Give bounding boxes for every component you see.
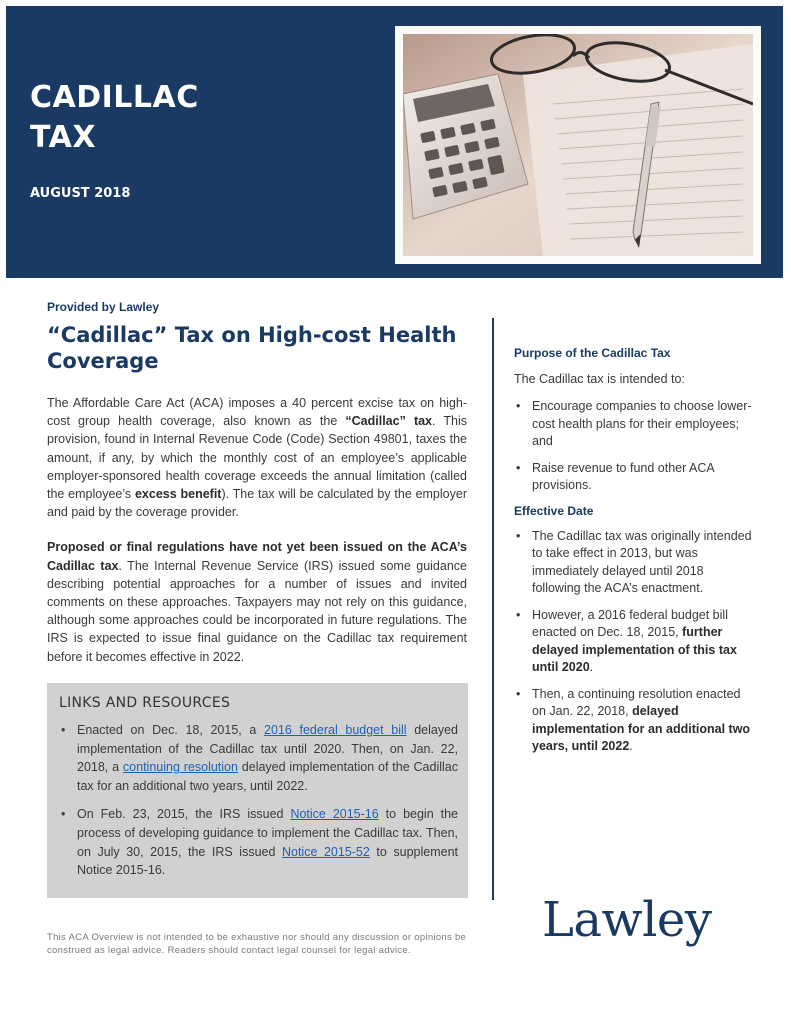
banner-title-line2: TAX bbox=[30, 120, 96, 155]
purpose-heading: Purpose of the Cadillac Tax bbox=[514, 346, 671, 360]
notice-2015-52-link[interactable]: Notice 2015-52 bbox=[281, 844, 370, 859]
effective3-text-2: . bbox=[629, 739, 633, 753]
links-item2-text-2: to begin the process of developing guidance to implement the Cadillac tax. Then, on July 30, 2015, the IRS issued bbox=[77, 807, 458, 859]
links-item1-text-1: Enacted on Dec. 18, 2015, a bbox=[77, 723, 265, 737]
list-item: • Encourage companies to choose lower-cost health plans for their employees; and bbox=[514, 398, 754, 451]
effective3-bold: delayed implementation for an additional two years, until 2022 bbox=[532, 704, 751, 753]
page-title: “Cadillac” Tax on High-cost Health Coverage bbox=[47, 323, 457, 373]
calculator-glasses-pen-photo-icon bbox=[403, 34, 753, 256]
continuing-resolution-link[interactable]: continuing resolution bbox=[122, 760, 238, 775]
intro-text-2: . This provision, found in Internal Revenue Code (Code) Section 49801, taxes the amount, if any, by which the monthly cost of an employee’s applicable employer-sponsored health coverage exceeds the annual limitation (called the employee’s bbox=[47, 414, 467, 502]
main-column bbox=[47, 300, 467, 666]
list-item bbox=[514, 607, 754, 677]
list-item: • The Cadillac tax was originally intended to take effect in 2013, but was immediately delayed until 2018 following the ACA’s enactment. bbox=[514, 528, 754, 598]
links-item1-text-2: delayed implementation of the Cadillac tax until 2020. Then, on Jan. 22, 2018, a bbox=[77, 723, 458, 775]
intro-bold-2: excess benefit bbox=[134, 487, 222, 502]
links-resources-box bbox=[47, 683, 468, 898]
effective2-text-2: . bbox=[589, 660, 594, 674]
links-item bbox=[59, 721, 458, 795]
list-item bbox=[514, 686, 754, 756]
links-list bbox=[59, 721, 458, 880]
banner-title-line1: CADILLAC bbox=[30, 80, 199, 115]
provided-by: Provided by Lawley bbox=[47, 300, 160, 314]
links-title: LINKS AND RESOURCES bbox=[59, 695, 231, 711]
links-item2-text-3: to supplement Notice 2015-16. bbox=[77, 844, 458, 878]
lawley-logo: Lawley bbox=[542, 892, 712, 948]
effective2-bold: further delayed implementation of this tax until 2020 bbox=[532, 625, 737, 674]
banner-date: AUGUST 2018 bbox=[30, 186, 131, 201]
effective2-text-1: However, a 2016 federal budget bill enacted on Dec. 18, 2015, bbox=[532, 607, 728, 639]
effective3-text-1: Then, a continuing resolution enacted on Jan. 22, 2018, bbox=[532, 686, 741, 718]
banner-photo-frame bbox=[395, 26, 761, 264]
disclaimer: This ACA Overview is not intended to be exhaustive nor should any discussion or opinions be construed as legal advice. Readers should contact legal counsel for legal advice. bbox=[47, 932, 467, 956]
column-divider bbox=[492, 318, 494, 900]
intro-paragraph bbox=[47, 394, 467, 521]
header-banner bbox=[6, 6, 783, 278]
intro-text-3: ). The tax will be calculated by the employer and paid by the coverage provider. bbox=[47, 487, 467, 520]
sidebar-column bbox=[514, 346, 754, 765]
links-item bbox=[59, 805, 458, 879]
purpose-list bbox=[514, 398, 754, 495]
banner-title bbox=[30, 78, 230, 158]
effective-date-heading: Effective Date bbox=[514, 503, 594, 518]
notice-2015-16-link[interactable]: Notice 2015-16 bbox=[290, 807, 379, 822]
federal-budget-bill-link[interactable]: 2016 federal budget bill bbox=[264, 723, 407, 737]
links-item1-text-3: delayed implementation of the Cadillac tax for an additional two years, until 2022. bbox=[77, 760, 458, 793]
intro-bold-1: “Cadillac” tax bbox=[345, 414, 433, 429]
effective-date-list bbox=[514, 528, 754, 756]
list-item: • Raise revenue to fund other ACA provisions. bbox=[514, 460, 754, 495]
regulations-paragraph bbox=[47, 538, 467, 665]
links-item2-text-1: On Feb. 23, 2015, the IRS issued bbox=[77, 807, 291, 822]
purpose-intro: The Cadillac tax is intended to: bbox=[514, 372, 685, 386]
intro-text-1: The Affordable Care Act (ACA) imposes a 40 percent excise tax on high-cost group health coverage, also known as the bbox=[47, 396, 467, 429]
regulations-text: . The Internal Revenue Service (IRS) issued some guidance describing potential approaches for a number of issues and invited comments on these approaches. Taxpayers may not rely on this guidance, although some approaches could be incorporated in future regulations. The IRS is expected to issue final guidance on the Cadillac tax requirement before it becomes effective in 2022. bbox=[47, 558, 467, 664]
regulations-bold: Proposed or final regulations have not yet been issued on the ACA’s Cadillac tax bbox=[47, 540, 467, 573]
